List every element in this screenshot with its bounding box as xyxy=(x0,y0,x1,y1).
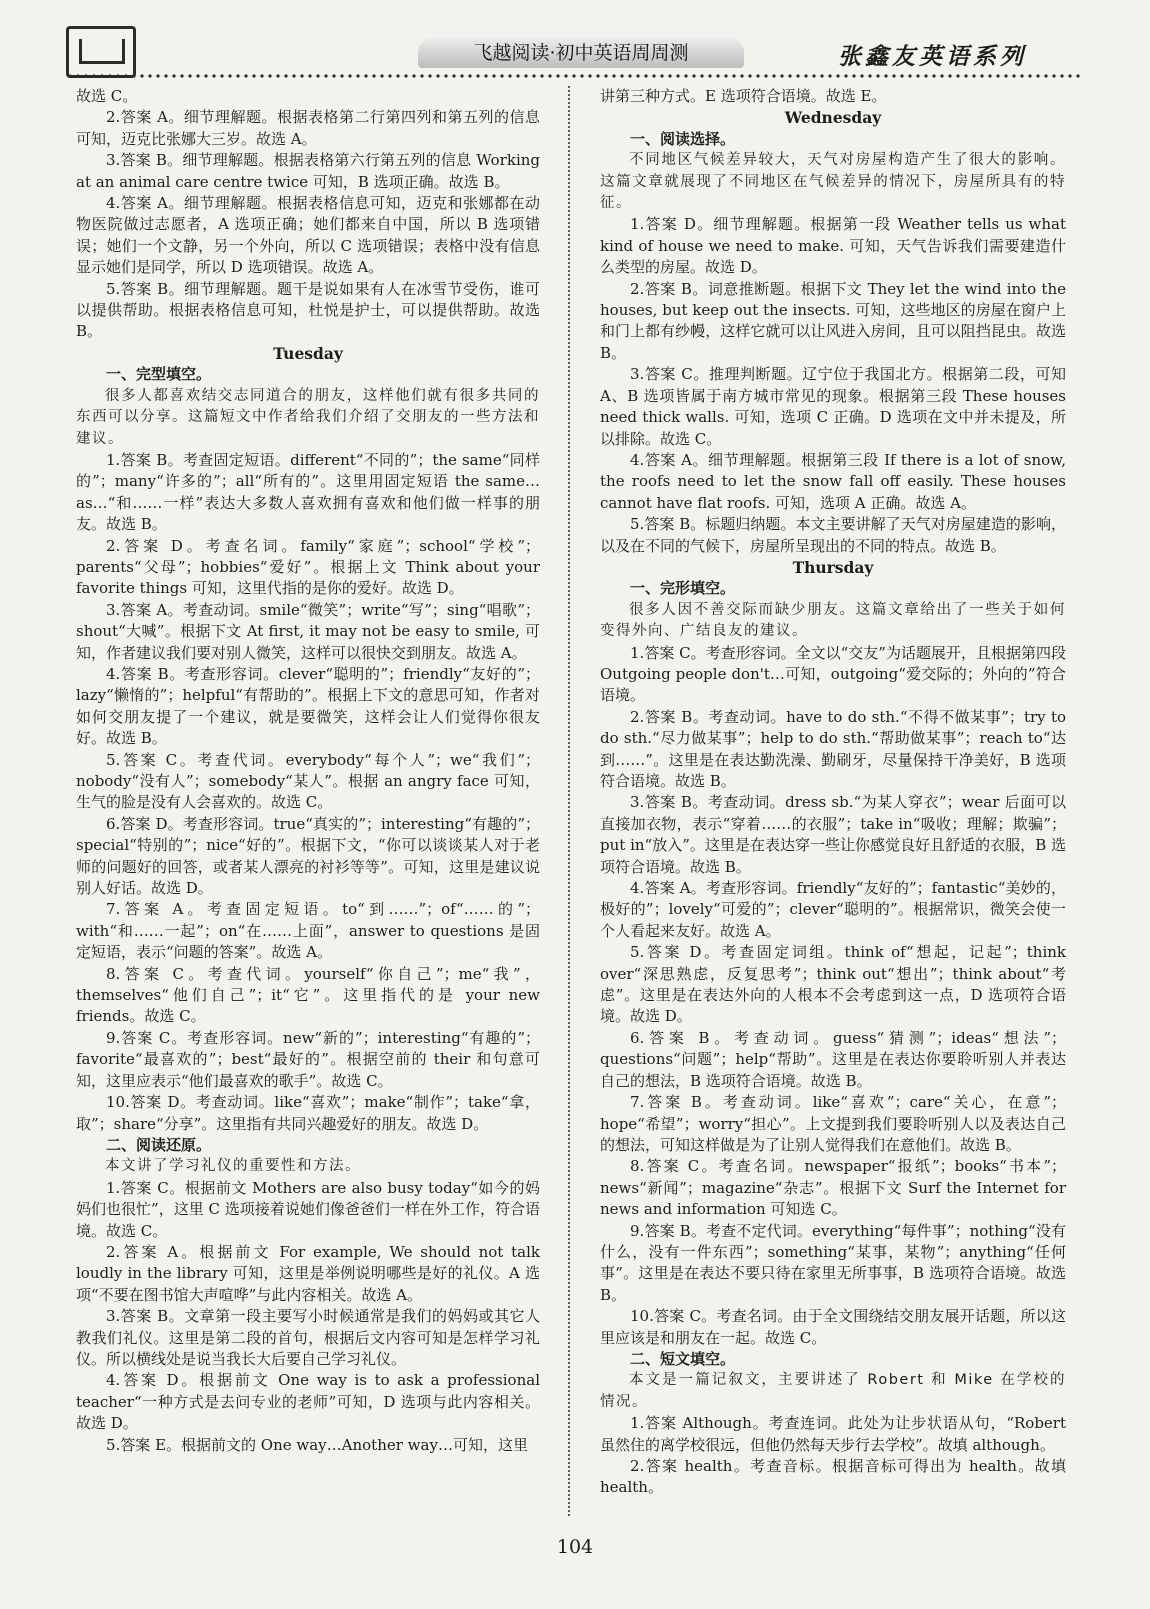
passage-summary: 本文讲了学习礼仪的重要性和方法。 xyxy=(105,1158,361,1175)
header-dotted-rule xyxy=(66,72,1084,80)
answer-paragraph: 6.答案 D。考查形容词。true“真实的”；interesting“有趣的”；special“特别的”；nice“好的”。根据下文，“你可以谈谈某人对于老师的问题好的回答，或者某人漂亮的衬衫等等”。可知，这里是建议说别人好话。故选 D。 xyxy=(76,814,540,898)
answer-paragraph: 4.答案 A。细节理解题。根据表格信息可知，迈克和张娜都在动物医院做过志愿者，A 选项正确；她们都来自中国，所以 B 选项错误；她们一个文静，另一个外向，所以 C 选项错误；表格中没有信息显示她们是同学，所以 D 选项错误。故选 A。 xyxy=(76,194,540,277)
continued-text: 故选 C。 xyxy=(76,87,138,105)
page-number: 104 xyxy=(556,1536,594,1558)
answer-paragraph: 7.答案 B。考查动词。like“喜欢”；care“关心，在意”；hope“希望”；worry“担心”。上文提到我们要聆听别人以及表达自己的想法，可知这样做是为了让别人觉得我们在意他们。故选 B。 xyxy=(600,1093,1066,1154)
section-heading: 一、完形填空。 xyxy=(630,579,736,598)
answer-paragraph: 3.答案 B。细节理解题。根据表格第六行第五列的信息 Working at an animal care centre twice 可知，B 选项正确。故选 B。 xyxy=(76,151,540,191)
book-logo-icon xyxy=(66,26,136,78)
answer-paragraph: 1.答案 C。考查形容词。全文以“交友”为话题展开，且根据第四段 Outgoing people don't…可知，outgoing“爱交际的；外向的”符合语境。 xyxy=(600,643,1066,705)
answer-paragraph: 5.答案 B。标题归纳题。本文主要讲解了天气对房屋建造的影响，以及在不同的气候下，房屋所呈现出的不同的特点。故选 B。 xyxy=(600,515,1066,555)
answer-paragraph: 8.答案 C。考查代词。yourself“你自己”；me“我”，themselves“他们自己”；it“它”。这里指代的是 your new friends。故选 C。 xyxy=(76,964,540,1026)
answer-paragraph: 2.答案 health。考查音标。根据音标可得出为 health。故填 health。 xyxy=(600,1457,1066,1497)
answer-paragraph: 3.答案 C。推理判断题。辽宁位于我国北方。根据第二段，可知 A、B 选项皆属于南方城市常见的现象。根据第三段 These houses need thick walls. 可知，选项 C 正确。D 选项在文中并未提及，所以排除。故选 C。 xyxy=(600,365,1066,448)
right-column xyxy=(600,86,1066,1516)
section-heading: 二、阅读还原。 xyxy=(106,1135,212,1154)
answer-paragraph: 3.答案 B。文章第一段主要写小时候通常是我们的妈妈或其它人教我们礼仪。这里是第二段的首句，根据后文内容可知是怎样学习礼仪。所以横线处是说当我长大后要自己学习礼仪。 xyxy=(76,1307,540,1368)
answer-paragraph: 5.答案 C。考查代词。everybody“每个人”；we“我们”；nobody“没有人”；somebody“某人”。根据 an angry face 可知，生气的脸是没有人会喜欢的。故选 C。 xyxy=(76,750,540,812)
answer-paragraph: 5.答案 B。细节理解题。题干是说如果有人在冰雪节受伤，谁可以提供帮助。根据表格信息可知，杜悦是护士，可以提供帮助。故选 B。 xyxy=(76,279,540,341)
answer-paragraph: 1.答案 D。细节理解题。根据第一段 Weather tells us what kind of house we need to make. 可知，天气告诉我们需要建造什么类型的房屋。故选 D。 xyxy=(600,215,1066,277)
answer-paragraph: 2.答案 B。考查动词。have to do sth.“不得不做某事”；try to do sth.“尽力做某事”；help to do sth.“帮助做某事”；reach to“达到……”。这里是在表达勤洗澡、勤刷牙，尽量保持干净美好，B 选项符合语境。故选 B。 xyxy=(600,707,1066,790)
left-column xyxy=(76,86,540,1516)
section-heading: 二、短文填空。 xyxy=(630,1349,736,1368)
answer-paragraph: 4.答案 B。考查形容词。clever“聪明的”；friendly“友好的”；lazy“懒惰的”；helpful“有帮助的”。根据上下文的意思可知，作者对如何交朋友提了一个建议，就是要微笑，这样会让人们觉得你很友好。故选 B。 xyxy=(76,664,540,748)
day-heading: Wednesday xyxy=(784,108,882,128)
answer-paragraph: 10.答案 D。考查动词。like“喜欢”；make“制作”；take“拿，取”；share“分享”。这里指有共同兴趣爱好的朋友。故选 D。 xyxy=(76,1093,540,1133)
answer-paragraph: 7.答案 A。考查固定短语。to“到……”；of“……的”；with“和……一起”；on“在……上面”，answer to questions 是固定短语，表示“问题的答案”。故选 A。 xyxy=(76,900,540,962)
answer-paragraph: 4.答案 D。根据前文 One way is to ask a professional teacher“一种方式是去问专业的老师”可知，D 选项与此内容相关。故选 D。 xyxy=(76,1371,540,1433)
answer-paragraph: 3.答案 B。考查动词。dress sb.“为某人穿衣”；wear 后面可以直接加衣物，表示“穿着……的衣服”；take in“吸收；理解；欺骗”；put in“放入”。这里是在表达穿一些让你感觉良好且舒适的衣服，B 选项符合语境。故选 B。 xyxy=(600,793,1066,876)
answer-paragraph: 1.答案 B。考查固定短语。different“不同的”；the same“同样的”；many“许多的”；all“所有的”。这里用固定短语 the same…as…“和……一样”表达大多数人喜欢拥有喜欢和他们做一样事的朋友。故选 B。 xyxy=(76,450,540,534)
answer-paragraph: 2.答案 B。词意推断题。根据下文 They let the wind into the houses, but keep out the insects. 可知，这些地区的房屋在窗户上和门上都有纱幔，这样它就可以让风进入房间，且可以阻挡昆虫。故选 B。 xyxy=(600,279,1066,362)
section-heading: 一、完型填空。 xyxy=(106,365,212,384)
answer-paragraph: 1.答案 Although。考查连词。此处为让步状语从句，“Robert 虽然住的离学校很远，但他仍然每天步行去学校”。故填 although。 xyxy=(600,1414,1066,1454)
day-heading: Tuesday xyxy=(273,343,343,363)
column-divider xyxy=(568,86,570,1516)
answer-paragraph: 6.答案 B。考查动词。guess“猜测”；ideas“想法”；questions“问题”；help“帮助”。这里是在表达你要聆听别人并表达自己的想法，B 选项符合语境。故选 B。 xyxy=(600,1028,1066,1090)
answer-paragraph: 2.答案 A。根据前文 For example, We should not talk loudly in the library 可知，这里是举例说明哪些是好的礼仪。A 选项“不要在图书馆大声喧哗”与此内容相关。故选 A。 xyxy=(76,1242,540,1304)
section-heading: 一、阅读选择。 xyxy=(630,129,736,148)
brand-title: 张鑫友英语系列 xyxy=(838,44,1027,70)
answer-paragraph: 2.答案 A。细节理解题。根据表格第二行第四列和第五列的信息可知，迈克比张娜大三岁。故选 A。 xyxy=(76,108,540,148)
answer-paragraph: 4.答案 A。考查形容词。friendly“友好的”；fantastic“美妙的，极好的”；lovely“可爱的”；clever“聪明的”。根据常识，微笑会使一个人看起来友好。故选 A。 xyxy=(600,879,1066,940)
day-heading: Thursday xyxy=(792,557,874,577)
answer-paragraph: 4.答案 A。细节理解题。根据第三段 If there is a lot of snow, the roofs need to let the snow fall off easily. These houses cannot have flat roofs. 可知，选项 A 正确。故选 A。 xyxy=(600,450,1066,512)
answer-paragraph: 9.答案 C。考查形容词。new“新的”；interesting“有趣的”；favorite“最喜欢的”；best“最好的”。根据空前的 their 和句意可知，这里应表示“他们最喜欢的歌手”。故选 C。 xyxy=(76,1028,540,1090)
continued-text: 讲第三种方式。E 选项符合语境。故选 E。 xyxy=(600,87,887,105)
passage-summary: 很多人都喜欢结交志同道合的朋友，这样他们就有很多共同的东西可以分享。这篇短文中作者给我们介绍了交朋友的一些方法和建议。 xyxy=(76,387,540,447)
answer-paragraph: 5.答案 D。考查固定词组。think of“想起，记起”；think over“深思熟虑，反复思考”；think out“想出”；think about“考虑”。这里是在表达外向的人根本不会考虑到这一点，D 选项符合语境。故选 D。 xyxy=(600,943,1066,1026)
answer-paragraph: 8.答案 C。考查名词。newspaper“报纸”；books“书本”；news“新闻”；magazine“杂志”。根据下文 Surf the Internet for news and information 可知选 C。 xyxy=(600,1157,1066,1219)
answer-paragraph: 3.答案 A。考查动词。smile“微笑”；write“写”；sing“唱歌”；shout“大喊”。根据下文 At first, it may not be easy to smile, 可知，作者建议我们要对别人微笑，这样可以很快交到朋友。故选 A。 xyxy=(76,600,540,662)
passage-summary: 本文是一篇记叙文，主要讲述了 Robert 和 Mike 在学校的情况。 xyxy=(600,1372,1066,1410)
passage-summary: 很多人因不善交际而缺少朋友。这篇文章给出了一些关于如何变得外向、广结良友的建议。 xyxy=(600,601,1066,640)
answer-paragraph: 2.答案 D。考查名词。family“家庭”；school“学校”；parents“父母”；hobbies“爱好”。根据上文 Think about your favorite things 可知，这里代指的是你的爱好。故选 D。 xyxy=(76,536,540,598)
page-header xyxy=(0,0,1150,80)
passage-summary: 不同地区气候差异较大，天气对房屋构造产生了很大的影响。这篇文章就展现了不同地区在气候差异的情况下，房屋所具有的特征。 xyxy=(600,152,1066,212)
answer-paragraph: 9.答案 B。考查不定代词。everything“每件事”；nothing“没有什么，没有一件东西”；something“某事，某物”；anything“任何事”。这里是在表达不要只待在家里无所事事，B 选项符合语境。故选 B。 xyxy=(600,1221,1066,1304)
answer-paragraph: 10.答案 C。考查名词。由于全文围绕结交朋友展开话题，所以这里应该是和朋友在一起。故选 C。 xyxy=(600,1307,1066,1347)
series-title: 飞越阅读·初中英语周周测 xyxy=(418,38,744,68)
answer-paragraph: 1.答案 C。根据前文 Mothers are also busy today“如今的妈妈们也很忙”，这里 C 选项接着说她们像爸爸们一样在外工作，符合语境。故选 C。 xyxy=(76,1178,540,1240)
answer-paragraph: 5.答案 E。根据前文的 One way…Another way…可知，这里 xyxy=(106,1435,528,1454)
